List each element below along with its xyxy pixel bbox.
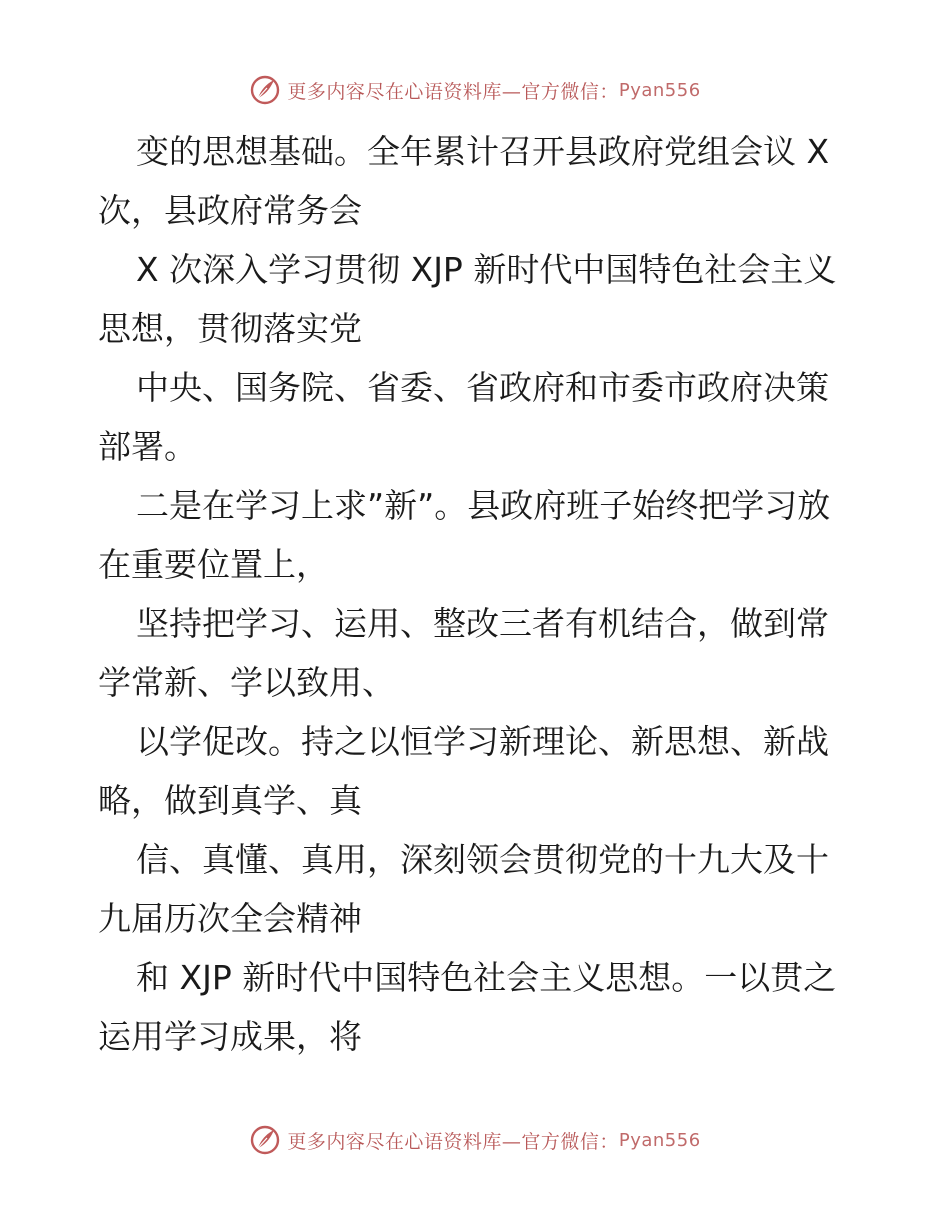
paragraph-5: 坚持把学习、运用、整改三者有机结合，做到常学常新、学以致用、	[98, 604, 829, 702]
paragraph-7: 信、真懂、真用，深刻领会贯彻党的十九大及十九届历次全会精神	[98, 840, 829, 938]
feather-pen-logo-icon	[249, 1124, 281, 1156]
header-watermark-text: 更多内容尽在心语资料库—官方微信：	[287, 80, 619, 103]
footer-watermark	[0, 1120, 950, 1160]
paragraph-4: 二是在学习上求”新”。县政府班子始终把学习放在重要位置上，	[98, 486, 831, 584]
paragraph-6: 以学促改。持之以恒学习新理论、新思想、新战略，做到真学、真	[98, 722, 829, 820]
paragraph-8: 和 XJP 新时代中国特色社会主义思想。一以贯之运用学习成果，将	[98, 958, 837, 1056]
footer-watermark-id: Pyan556	[618, 1129, 701, 1151]
feather-pen-logo-icon	[249, 74, 281, 106]
document-body	[98, 122, 858, 1066]
header-watermark-id: Pyan556	[618, 79, 701, 101]
footer-watermark-text: 更多内容尽在心语资料库—官方微信：	[287, 1130, 619, 1153]
paragraph-1: 变的思想基础。全年累计召开县政府党组会议 X 次，县政府常务会	[98, 132, 830, 230]
paragraph-3: 中央、国务院、省委、省政府和市委市政府决策部署。	[98, 368, 829, 466]
header-watermark	[0, 70, 950, 110]
paragraph-2: X 次深入学习贯彻 XJP 新时代中国特色社会主义思想，贯彻落实党	[98, 250, 837, 348]
